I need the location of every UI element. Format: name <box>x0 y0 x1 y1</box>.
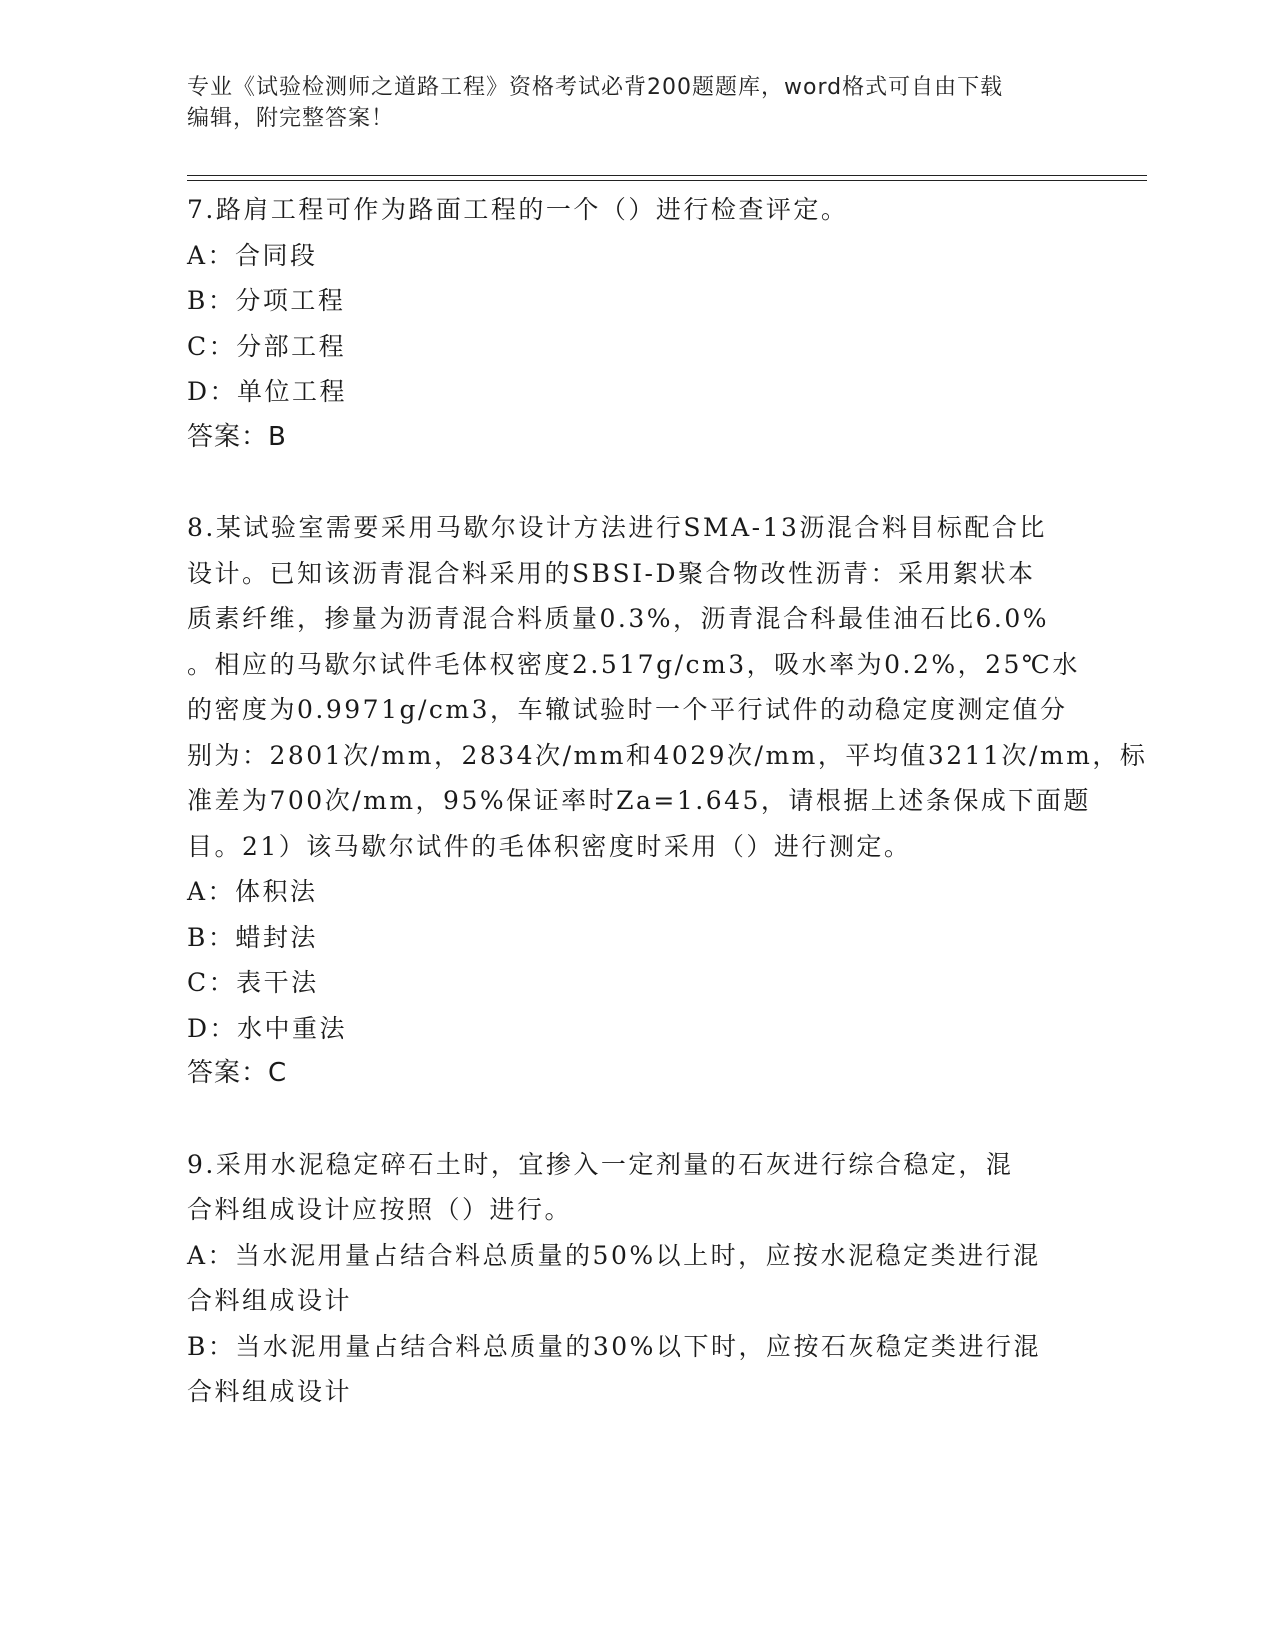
answer-option <box>187 1324 1087 1415</box>
document-header <box>187 72 1067 134</box>
option-text-line: A：当水泥用量占结合料总质量的50%以上时，应按水泥稳定类进行混 <box>187 1240 1041 1270</box>
answer-option <box>187 369 1087 415</box>
option-text-line: B：当水泥用量占结合料总质量的30%以下时，应按石灰稳定类进行混 <box>187 1331 1041 1361</box>
answer-option <box>187 869 1087 915</box>
question-stem-line: 9.采用水泥稳定碎石土时，宜掺入一定剂量的石灰进行综合稳定，混 <box>187 1149 1014 1179</box>
answer-option <box>187 324 1087 370</box>
answer-key: 答案：C <box>187 1058 288 1088</box>
question-stem-line: 8.某试验室需要采用马歇尔设计方法进行SMA-13沥混合料目标配合比 <box>187 513 1047 542</box>
question-stem-line: 合料组成设计应按照（）进行。 <box>187 1195 573 1224</box>
option-text-line: C：分部工程 <box>187 331 347 361</box>
question-stem-line: 的密度为0.9971g/cm3，车辙试验时一个平行试件的动稳定度测定值分 <box>187 695 1068 724</box>
answer-option <box>187 1006 1087 1052</box>
answer-option <box>187 960 1087 1006</box>
question-stem-line: 设计。已知该沥青混合料采用的SBSI-D聚合物改性沥青：采用絮状本 <box>187 558 1036 588</box>
option-text-line: 合料组成设计 <box>187 1286 353 1315</box>
answer-option <box>187 1233 1087 1324</box>
answer-option <box>187 233 1087 279</box>
option-text-line: B：分项工程 <box>187 286 346 315</box>
question-block <box>187 1142 1087 1415</box>
answer-key: 答案：B <box>187 421 287 452</box>
question-list <box>187 187 1148 1415</box>
question-stem-line: 质素纤维，掺量为沥青混合料质量0.3%，沥青混合科最佳油石比6.0% <box>187 604 1050 633</box>
option-text-line: A：体积法 <box>187 877 318 906</box>
option-text-line: D：水中重法 <box>187 1013 348 1043</box>
option-text-line: C：表干法 <box>187 968 319 997</box>
question-stem-line: 。相应的马歇尔试件毛体权密度2.517g/cm3，吸水率为0.2%，25℃水 <box>187 649 1080 679</box>
option-text-line: 合料组成设计 <box>187 1377 353 1406</box>
option-text-line: D：单位工程 <box>187 377 348 406</box>
question-block <box>187 505 1148 1097</box>
header-line-2: 编辑，附完整答案！ <box>187 106 395 131</box>
header-divider-top <box>187 175 1147 176</box>
answer-option <box>187 278 1087 324</box>
option-text-line: B：蜡封法 <box>187 922 318 952</box>
question-stem-line: 7.路肩工程可作为路面工程的一个（）进行检查评定。 <box>187 195 849 224</box>
answer-option <box>187 915 1087 961</box>
header-divider-bottom <box>187 180 1147 181</box>
question-stem-line: 准差为700次/mm，95%保证率时Za=1.645，请根据上述条保成下面题 <box>187 786 1091 815</box>
option-text-line: A：合同段 <box>187 240 318 270</box>
header-line-1: 专业《试验检测师之道路工程》资格考试必背200题题库，word格式可自由下载 <box>187 75 1004 100</box>
question-block <box>187 187 1087 460</box>
question-stem-line: 目。21）该马歇尔试件的毛体积密度时采用（）进行测定。 <box>187 831 912 861</box>
question-stem-line: 别为：2801次/mm，2834次/mm和4029次/mm，平均值3211次/mm，标 <box>187 740 1148 770</box>
